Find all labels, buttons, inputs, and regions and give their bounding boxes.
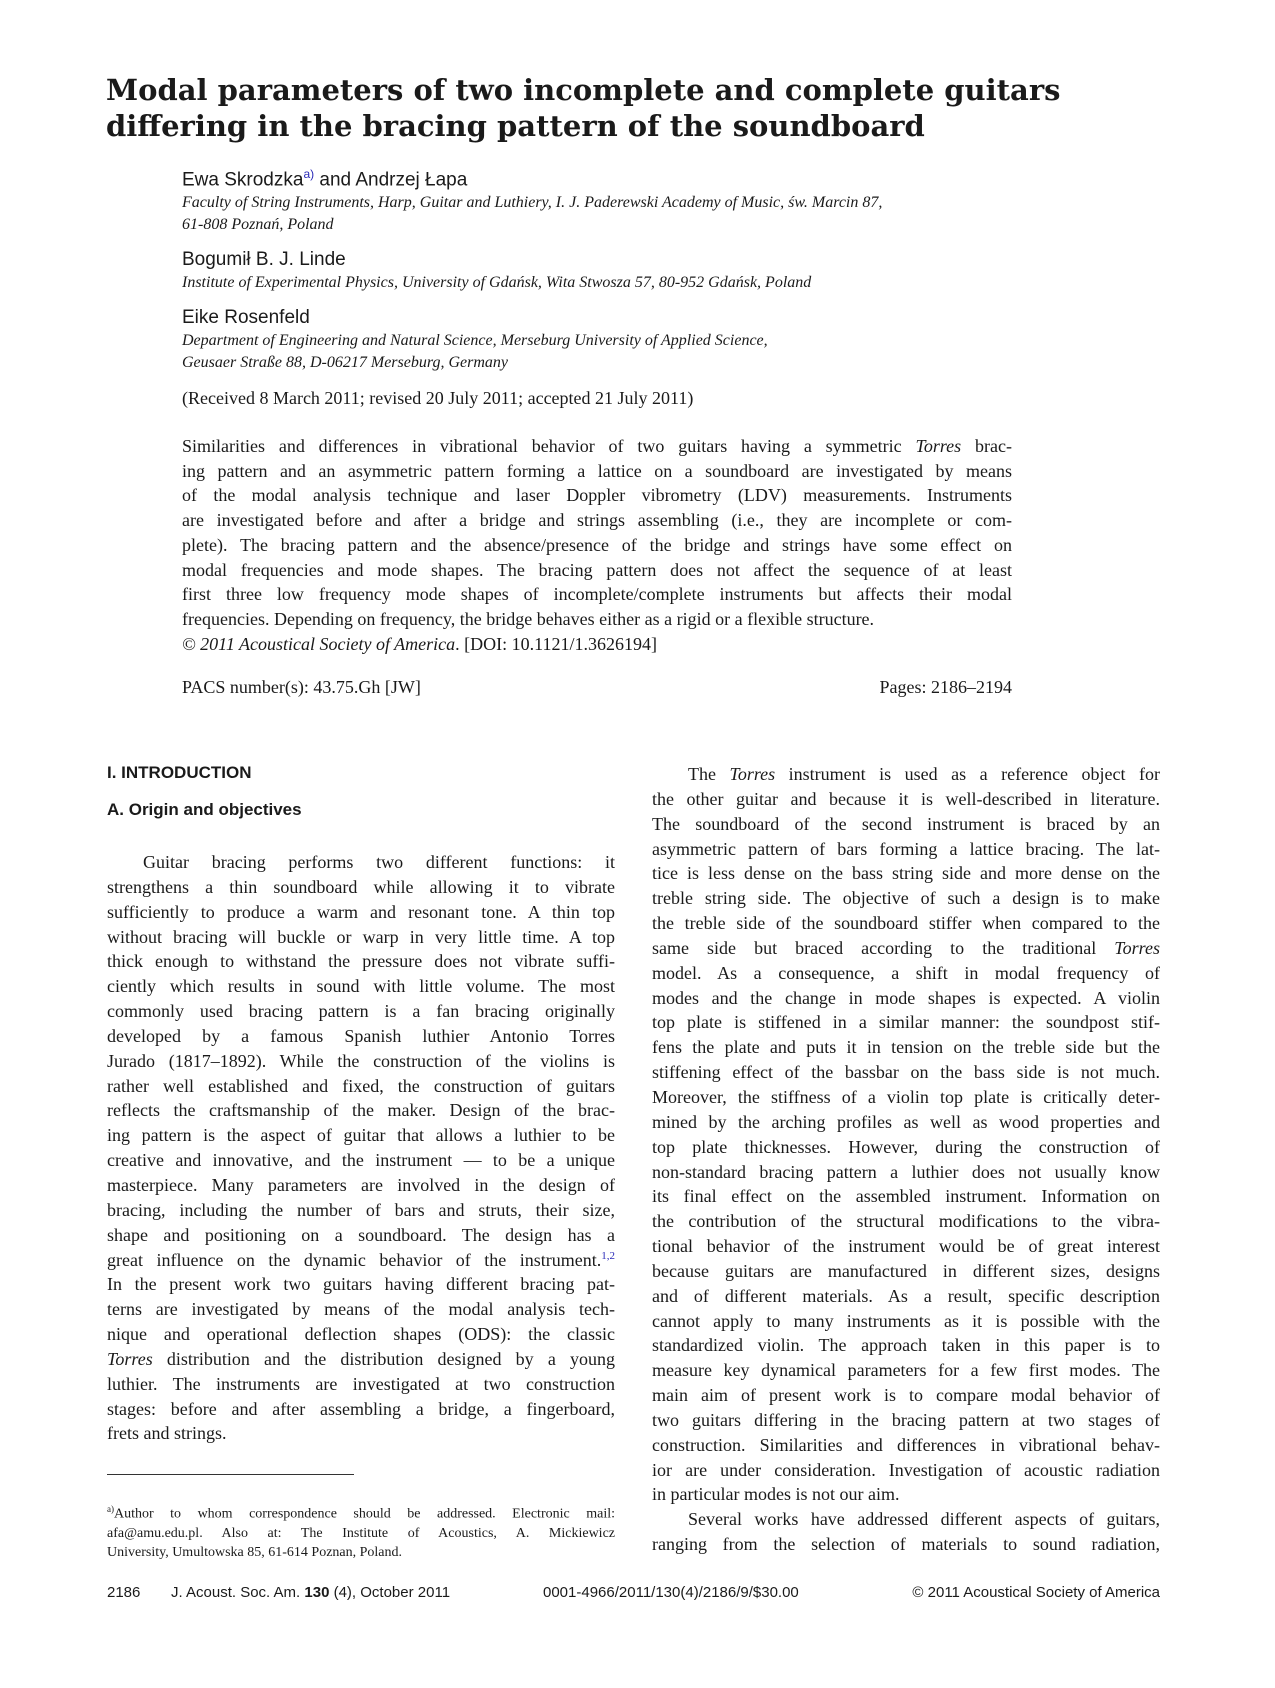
footnote-divider (107, 1474, 354, 1475)
citation-link[interactable]: 1,2 (601, 1249, 615, 1262)
page-range: Pages: 2186–2194 (879, 677, 1012, 697)
body-line: strengthens a thin soundboard while allowing it to vibrate (107, 876, 615, 897)
body-line (107, 1248, 615, 1273)
text-run: distribution and the distribution designed by a young (152, 1348, 615, 1369)
text-run-italic: Torres (915, 436, 962, 456)
text-run: great influence on the dynamic behavior of the instrument. (107, 1249, 602, 1270)
body-line: cannot apply to many instruments as it is possible with the (652, 1310, 1160, 1331)
body-line: reflects the craftsmanship of the maker. Design of the brac- (107, 1100, 615, 1121)
body-line: the treble side of the soundboard stiffer when compared to the (652, 913, 1160, 934)
text-run: brac- (961, 436, 1012, 456)
body-line: without bracing will buckle or warp in very little time. A top (107, 926, 615, 947)
abstract-line: ing pattern and an asymmetric pattern forming a lattice on a soundboard are investigated by means (182, 460, 1012, 481)
text-run: Similarities and differences in vibrational behavior of two guitars having a symmetric (182, 436, 916, 456)
journal-citation (171, 1582, 450, 1604)
body-line: ciently which results in sound with little volume. The most (107, 976, 615, 997)
body-line: bracing, including the number of bars and struts, their size, (107, 1199, 615, 1220)
column-right (652, 762, 1160, 1557)
text-run: instrument is used as a reference object for (775, 764, 1161, 784)
body-line: rather well established and fixed, the construction of guitars (107, 1075, 615, 1096)
body-line: the contribution of the structural modifications to the vibra- (652, 1211, 1160, 1232)
text-run: J. Acoust. Soc. Am. (171, 1584, 305, 1601)
body-line: treble string side. The objective of such a design is to make (652, 888, 1160, 909)
body-line: luthier. The instruments are investigated at two construction (107, 1373, 615, 1394)
text-run-italic: Torres (1114, 937, 1160, 958)
body-line: non-standard bracing pattern a luthier does not usually know (652, 1161, 1160, 1182)
pacs-number: PACS number(s): 43.75.Gh [JW] (182, 677, 421, 697)
body-line: frets and strings. (107, 1423, 227, 1444)
author-block (182, 162, 1012, 410)
author-line-1 (182, 162, 1012, 192)
article-code: 0001-4966/2011/130(4)/2186/9/$30.00 (543, 1584, 799, 1601)
page-footer (107, 1582, 1160, 1604)
body-line: in particular modes is not our aim. (652, 1484, 900, 1505)
abstract-line: frequencies. Depending on frequency, the bridge behaves either as a rigid or a flexible structure. (182, 608, 875, 629)
text-run-italic: Torres (729, 764, 776, 784)
body-line: Guitar bracing performs two different functions: it (143, 852, 615, 872)
body-line: and of different materials. As a result, specific description (652, 1285, 1160, 1306)
body-line: masterpiece. Many parameters are involved in the design of (107, 1174, 615, 1195)
body-line: In the present work two guitars having different bracing pat- (107, 1274, 615, 1295)
body-line: ranging from the selection of materials to sound radiation, (652, 1534, 1160, 1555)
column-left (107, 850, 615, 1446)
text-run: (4), October 2011 (329, 1584, 451, 1601)
affiliation-2 (182, 272, 1012, 294)
body-line: thick enough to withstand the pressure does not vibrate suffi- (107, 951, 615, 972)
abstract-line: are investigated before and after a bridge and strings assembling (i.e., they are incomplete or com- (182, 510, 1012, 531)
body-line (107, 1347, 615, 1372)
footnote-mark: a) (107, 1504, 114, 1514)
footnote-line: afa@amu.edu.pl. Also at: The Institute of Acoustics, A. Mickiewicz (107, 1525, 615, 1541)
body-line: Several works have addressed different aspects of guitars, (688, 1509, 1160, 1530)
body-line (652, 936, 1160, 961)
footer-copyright: © 2011 Acoustical Society of America (912, 1584, 1160, 1601)
body-line: Moreover, the stiffness of a violin top plate is critically deter- (652, 1086, 1160, 1107)
abstract-line: modal frequencies and mode shapes. The bracing pattern does not affect the sequence of at least (182, 559, 1012, 580)
abstract-line: first three low frequency mode shapes of incomplete/complete instruments but affects their modal (182, 584, 1012, 605)
body-line: commonly used bracing pattern is a fan bracing originally (107, 1001, 615, 1022)
affiliation-1 (182, 192, 1012, 236)
affiliation-line: Institute of Experimental Physics, University of Gdańsk, Wita Stwosza 57, 80-952 Gdańsk, Poland (182, 274, 812, 292)
affiliation-line: Geusaer Straße 88, D-06217 Merseburg, Germany (182, 354, 509, 372)
author-name: and Andrzej Łapa (314, 169, 468, 191)
pacs-row (182, 674, 1012, 700)
body-line: two guitars differing in the bracing pattern at two stages of (652, 1409, 1160, 1430)
abstract-line (182, 434, 1012, 459)
abstract (182, 434, 1012, 656)
body-line: main aim of present work is to compare modal behavior of (652, 1385, 1160, 1406)
body-line: asymmetric pattern of bars forming a lattice bracing. The lat- (652, 838, 1160, 859)
body-line: developed by a famous Spanish luthier Antonio Torres (107, 1025, 615, 1046)
abstract-copyright-line (182, 632, 1012, 657)
text-run: Author to whom correspondence should be addressed. Electronic mail: (114, 1506, 615, 1522)
section-heading: I. INTRODUCTION (107, 763, 252, 782)
author-name: Ewa Skrodzka (182, 169, 304, 191)
body-line: construction. Similarities and differences in vibrational behav- (652, 1434, 1160, 1455)
volume-number: 130 (304, 1584, 330, 1601)
body-line: top plate is stiffened in a similar manner: the soundpost stif- (652, 1012, 1160, 1033)
text-run-italic: Torres (107, 1348, 153, 1369)
body-line: The soundboard of the second instrument is braced by an (652, 813, 1160, 834)
footnote-line: University, Umultowska 85, 61-614 Poznan, Poland. (107, 1544, 403, 1560)
affiliation-line: Faculty of String Instruments, Harp, Guitar and Luthiery, I. J. Paderewski Academy of Music, św. Marcin 87, (182, 194, 883, 212)
text-run: The (688, 764, 730, 784)
copyright-text: © 2011 Acoustical Society of America (182, 633, 456, 654)
abstract-line: plete). The bracing pattern and the absence/presence of the bridge and strings have some effect on (182, 534, 1012, 555)
body-line: tional behavior of the instrument would be of great interest (652, 1236, 1160, 1257)
body-line: stages: before and after assembling a bridge, a fingerboard, (107, 1398, 615, 1419)
body-line: ior are under consideration. Investigation of acoustic radiation (652, 1459, 1160, 1480)
subsection-heading: A. Origin and objectives (107, 800, 302, 819)
body-line: top plate thicknesses. However, during the construction of (652, 1136, 1160, 1157)
body-line: creative and innovative, and the instrument — to be a unique (107, 1150, 615, 1171)
body-line: sufficiently to produce a warm and resonant tone. A thin top (107, 901, 615, 922)
received-dates: (Received 8 March 2011; revised 20 July 2011; accepted 21 July 2011) (182, 388, 694, 409)
abstract-line: of the modal analysis technique and laser Doppler vibrometry (LDV) measurements. Instruments (182, 485, 1012, 506)
footnote (107, 1500, 615, 1562)
body-line: mined by the arching profiles as well as wood properties and (652, 1111, 1160, 1132)
body-line: because guitars are manufactured in different sizes, designs (652, 1260, 1160, 1281)
footnote-line (107, 1500, 615, 1524)
title-line-2: differing in the bracing pattern of the soundboard (106, 109, 925, 143)
body-line: measure key dynamical parameters for a few first modes. The (652, 1360, 1160, 1381)
affiliation-3 (182, 330, 1012, 374)
body-line: stiffening effect of the bassbar on the bass side is not much. (652, 1062, 1160, 1083)
paper-title (106, 72, 1106, 144)
body-line: terns are investigated by means of the modal analysis tech- (107, 1299, 615, 1320)
affiliation-line: Department of Engineering and Natural Science, Merseburg University of Applied Science, (182, 332, 768, 350)
body-line: its final effect on the assembled instrument. Information on (652, 1186, 1160, 1207)
body-line: the other guitar and because it is well-described in literature. (652, 788, 1160, 809)
footnote-mark-link[interactable]: a) (303, 167, 315, 181)
title-line-1: Modal parameters of two incomplete and complete guitars (106, 73, 1061, 107)
body-line: model. As a consequence, a shift in modal frequency of (652, 962, 1160, 983)
body-line: shape and positioning on a soundboard. The design has a (107, 1224, 615, 1245)
body-line: modes and the change in mode shapes is expected. A violin (652, 987, 1160, 1008)
author-line-3: Eike Rosenfeld (182, 307, 310, 329)
body-line (652, 762, 1160, 787)
body-line: standardized violin. The approach taken in this paper is to (652, 1335, 1160, 1356)
page-number: 2186 (107, 1584, 141, 1601)
doi-text: . [DOI: 10.1121/1.3626194] (455, 633, 657, 654)
body-line: nique and operational deflection shapes (ODS): the classic (107, 1324, 615, 1345)
body-line: tice is less dense on the bass string side and more dense on the (652, 863, 1160, 884)
body-line: Jurado (1817–1892). While the construction of the violins is (107, 1050, 615, 1071)
text-run: same side but braced according to the traditional (652, 937, 1115, 958)
body-line: fens the plate and puts it in tension on the treble side but the (652, 1037, 1160, 1058)
body-line: ing pattern is the aspect of guitar that allows a luthier to be (107, 1125, 615, 1146)
author-line-2: Bogumił B. J. Linde (182, 249, 346, 271)
affiliation-line: 61-808 Poznań, Poland (182, 216, 334, 234)
